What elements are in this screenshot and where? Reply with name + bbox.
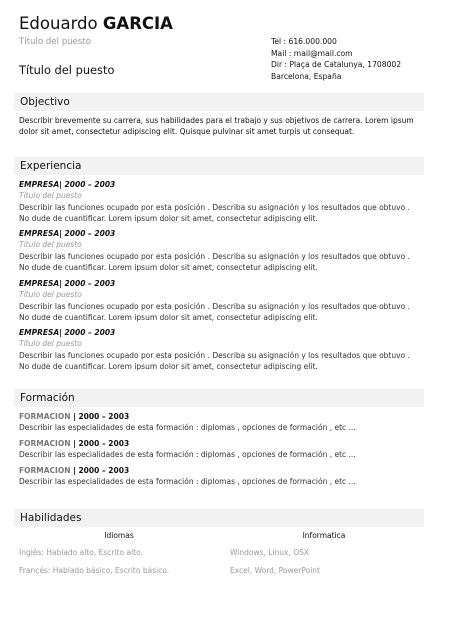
job-title-small: Título del puesto <box>19 37 91 47</box>
job-company: EMPRESA| 2000 – 2003 <box>19 279 116 288</box>
job-title-large: Título del puesto <box>19 63 115 77</box>
education-label: FORMACION <box>19 466 71 475</box>
job-position: Título del puesto <box>19 290 82 299</box>
education-years: | 2000 – 2003 <box>70 412 130 421</box>
job-position: Título del puesto <box>19 339 82 348</box>
skill-it-item: Windows, Linux, OSX <box>230 548 310 557</box>
section-skills-heading: Habilidades <box>14 509 424 527</box>
contact-phone: Tel : 616.000.000 <box>271 37 337 46</box>
job-company: EMPRESA| 2000 – 2003 <box>19 328 116 337</box>
skills-languages-heading: Idiomas <box>104 531 134 540</box>
contact-city: Barcelona, España <box>271 71 342 81</box>
job-description: Describir las funciones ocupado por esta posición . Describa su asignación y los resultados que obtuvo . No dude de cuantificar. Lorem ipsum dolor sit amet, consectetur adipiscing elit. <box>19 252 410 272</box>
skill-language-item: Francés: Hablado básico, Escrito básico. <box>19 566 170 575</box>
education-entry <box>19 439 129 448</box>
education-years: | 2000 – 2003 <box>70 439 130 448</box>
job-company: EMPRESA| 2000 – 2003 <box>19 180 116 189</box>
section-experience-heading: Experiencia <box>14 157 424 175</box>
contact-block <box>271 36 401 82</box>
education-entry <box>19 466 129 475</box>
education-description: Describir las especialidades de esta formación : diplomas , opciones de formación , etc ... <box>19 423 356 432</box>
contact-address: Dir : Plaça de Catalunya, 1708002 <box>271 60 402 69</box>
skills-it-heading: Informatica <box>302 531 346 540</box>
education-description: Describir las especialidades de esta formación : diplomas , opciones de formación , etc ... <box>19 477 356 486</box>
education-years: | 2000 – 2003 <box>70 466 130 475</box>
job-position: Título del puesto <box>19 191 82 200</box>
job-description: Describir las funciones ocupado por esta posición . Describa su asignación y los resultados que obtuvo . No dude de cuantificar. Lorem ipsum dolor sit amet, consectetur adipiscing elit. <box>19 203 410 223</box>
section-education-heading: Formación <box>14 389 424 407</box>
job-description: Describir las funciones ocupado por esta posición . Describa su asignación y los resultados que obtuvo . No dude de cuantificar. Lorem ipsum dolor sit amet, consectetur adipiscing elit. <box>19 351 410 371</box>
job-position: Título del puesto <box>19 240 82 249</box>
candidate-name <box>19 14 173 33</box>
education-description: Describir las especialidades de esta formación : diplomas , opciones de formación , etc ... <box>19 450 356 459</box>
education-label: FORMACION <box>19 412 71 421</box>
job-description: Describir las funciones ocupado por esta posición . Describa su asignación y los resultados que obtuvo . No dude de cuantificar. Lorem ipsum dolor sit amet, consectetur adipiscing elit. <box>19 302 410 322</box>
skill-language-item: Inglés: Hablado alto, Escrito alto. <box>19 548 143 557</box>
education-entry <box>19 412 129 421</box>
job-company: EMPRESA| 2000 – 2003 <box>19 229 116 238</box>
education-label: FORMACION <box>19 439 71 448</box>
last-name: GARCIA <box>102 14 173 33</box>
contact-email: Mail : mail@mail.com <box>271 48 353 58</box>
section-objective-heading: Objectivo <box>14 93 424 111</box>
first-name: Edouardo <box>19 14 98 33</box>
skill-it-item: Excel, Word, PowerPoint <box>230 566 320 575</box>
objective-text: Describir brevemente su carrera, sus habilidades para el trabajo y sus objetivos de carrera. Lorem ipsum dolor sit amet, consectetur adipiscing elit. Quisque pulvinar sit amet turpis ut consequat. <box>19 116 414 136</box>
